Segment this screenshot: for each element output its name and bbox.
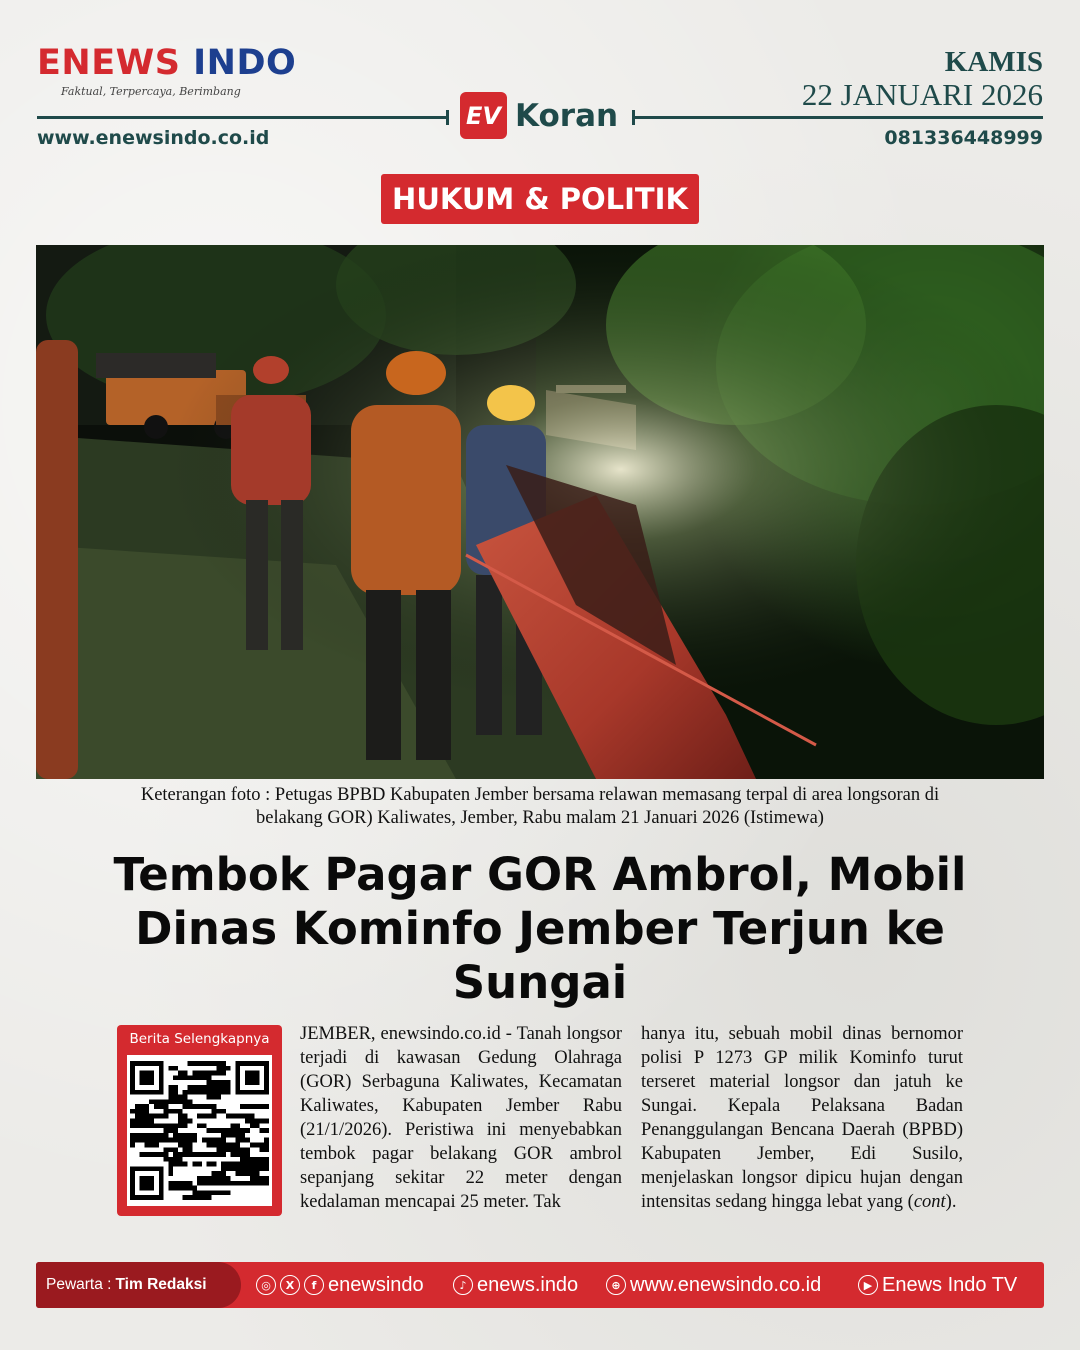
category-badge: HUKUM & POLITIK bbox=[381, 174, 699, 224]
reporter-credit bbox=[36, 1262, 241, 1308]
social-tiktok[interactable] bbox=[453, 1262, 578, 1308]
brand-block bbox=[37, 43, 297, 98]
globe-icon[interactable]: ⊕ bbox=[606, 1275, 626, 1295]
phone-number: 081336448999 bbox=[884, 127, 1043, 149]
brand-logo bbox=[37, 43, 297, 83]
facebook-icon[interactable]: f bbox=[304, 1275, 324, 1295]
headline-line-2: Dinas Kominfo Jember Terjun ke bbox=[135, 902, 945, 955]
qr-code-graphic bbox=[130, 1061, 269, 1200]
brand-second-word: INDO bbox=[193, 43, 297, 83]
tiktok-handle[interactable]: enews.indo bbox=[477, 1273, 579, 1296]
footer-website[interactable]: www.enewsindo.co.id bbox=[630, 1273, 822, 1296]
qr-panel[interactable] bbox=[117, 1025, 282, 1216]
article-headline bbox=[60, 848, 1020, 1010]
article-column-1: JEMBER, enewsindo.co.id - Tanah longsor terjadi di kawasan Gedung Olahraga (GOR) Serbaguna Kaliwates, Kecamatan Kaliwates, Kabupaten Jember Rabu (21/1/2026). Peristiwa ini menyebabkan tembok pagar belakang GOR ambrol sepanjang sekitar 22 meter dengan kedalaman mencapai 25 meter. Tak bbox=[300, 1024, 622, 1212]
photo-caption bbox=[36, 784, 1044, 830]
youtube-icon[interactable]: ▶ bbox=[858, 1275, 878, 1295]
social-main[interactable] bbox=[256, 1262, 424, 1308]
website-link[interactable]: www.enewsindo.co.id bbox=[37, 127, 270, 149]
qr-code-icon[interactable] bbox=[127, 1055, 272, 1206]
qr-label: Berita Selengkapnya bbox=[129, 1031, 270, 1047]
article-column-2-text: hanya itu, sebuah mobil dinas bernomor polisi P 1273 GP milik Kominfo turut terseret material longsor dan jatuh ke Sungai. Kepala Pelaksana Badan Penanggulangan Bencana Daerah (BPBD) Kabupaten Jember, Edi Susilo, menjelaskan longsor dipicu hujan dengan intensitas sedang hingga lebat yang ( bbox=[641, 1024, 963, 1212]
x-icon[interactable]: X bbox=[280, 1275, 300, 1295]
continued-marker: cont bbox=[913, 1192, 946, 1212]
tiktok-icon[interactable]: ♪ bbox=[453, 1275, 473, 1295]
edition-day: KAMIS bbox=[944, 46, 1043, 78]
headline-line-3: Sungai bbox=[452, 956, 628, 1009]
headline-line-1: Tembok Pagar GOR Ambrol, Mobil bbox=[113, 848, 967, 901]
brand-first-word: ENEWS bbox=[37, 43, 181, 83]
caption-line-1: Keterangan foto : Petugas BPBD Kabupaten Jember bersama relawan memasang terpal di area longsoran di bbox=[140, 785, 940, 805]
social-handle[interactable]: enewsindo bbox=[328, 1273, 424, 1296]
brand-tagline: Faktual, Terpercaya, Berimbang bbox=[61, 85, 241, 98]
caption-line-2: belakang GOR) Kaliwates, Jember, Rabu malam 21 Januari 2026 (Istimewa) bbox=[256, 808, 824, 828]
article-column-2 bbox=[641, 1022, 963, 1214]
night-rescue-photo bbox=[36, 245, 1044, 779]
edition-date-text: 22 JANUARI 2026 bbox=[801, 77, 1043, 112]
news-photo bbox=[36, 245, 1044, 779]
youtube-channel[interactable]: Enews Indo TV bbox=[882, 1273, 1018, 1296]
instagram-icon[interactable]: ◎ bbox=[256, 1275, 276, 1295]
koran-badge bbox=[460, 92, 618, 139]
reporter-label: Pewarta : bbox=[46, 1276, 112, 1293]
footer-bar bbox=[36, 1262, 1044, 1308]
edition-label: Koran bbox=[515, 97, 619, 134]
social-web[interactable] bbox=[606, 1262, 821, 1308]
header-rule-left bbox=[37, 116, 449, 119]
edition-date bbox=[802, 48, 1043, 110]
header-rule-right bbox=[632, 116, 1043, 119]
ev-logo-icon: EV bbox=[460, 92, 507, 139]
article-column-2-end: ). bbox=[945, 1192, 957, 1212]
reporter-name: Tim Redaksi bbox=[115, 1276, 207, 1293]
social-youtube[interactable] bbox=[858, 1262, 1017, 1308]
